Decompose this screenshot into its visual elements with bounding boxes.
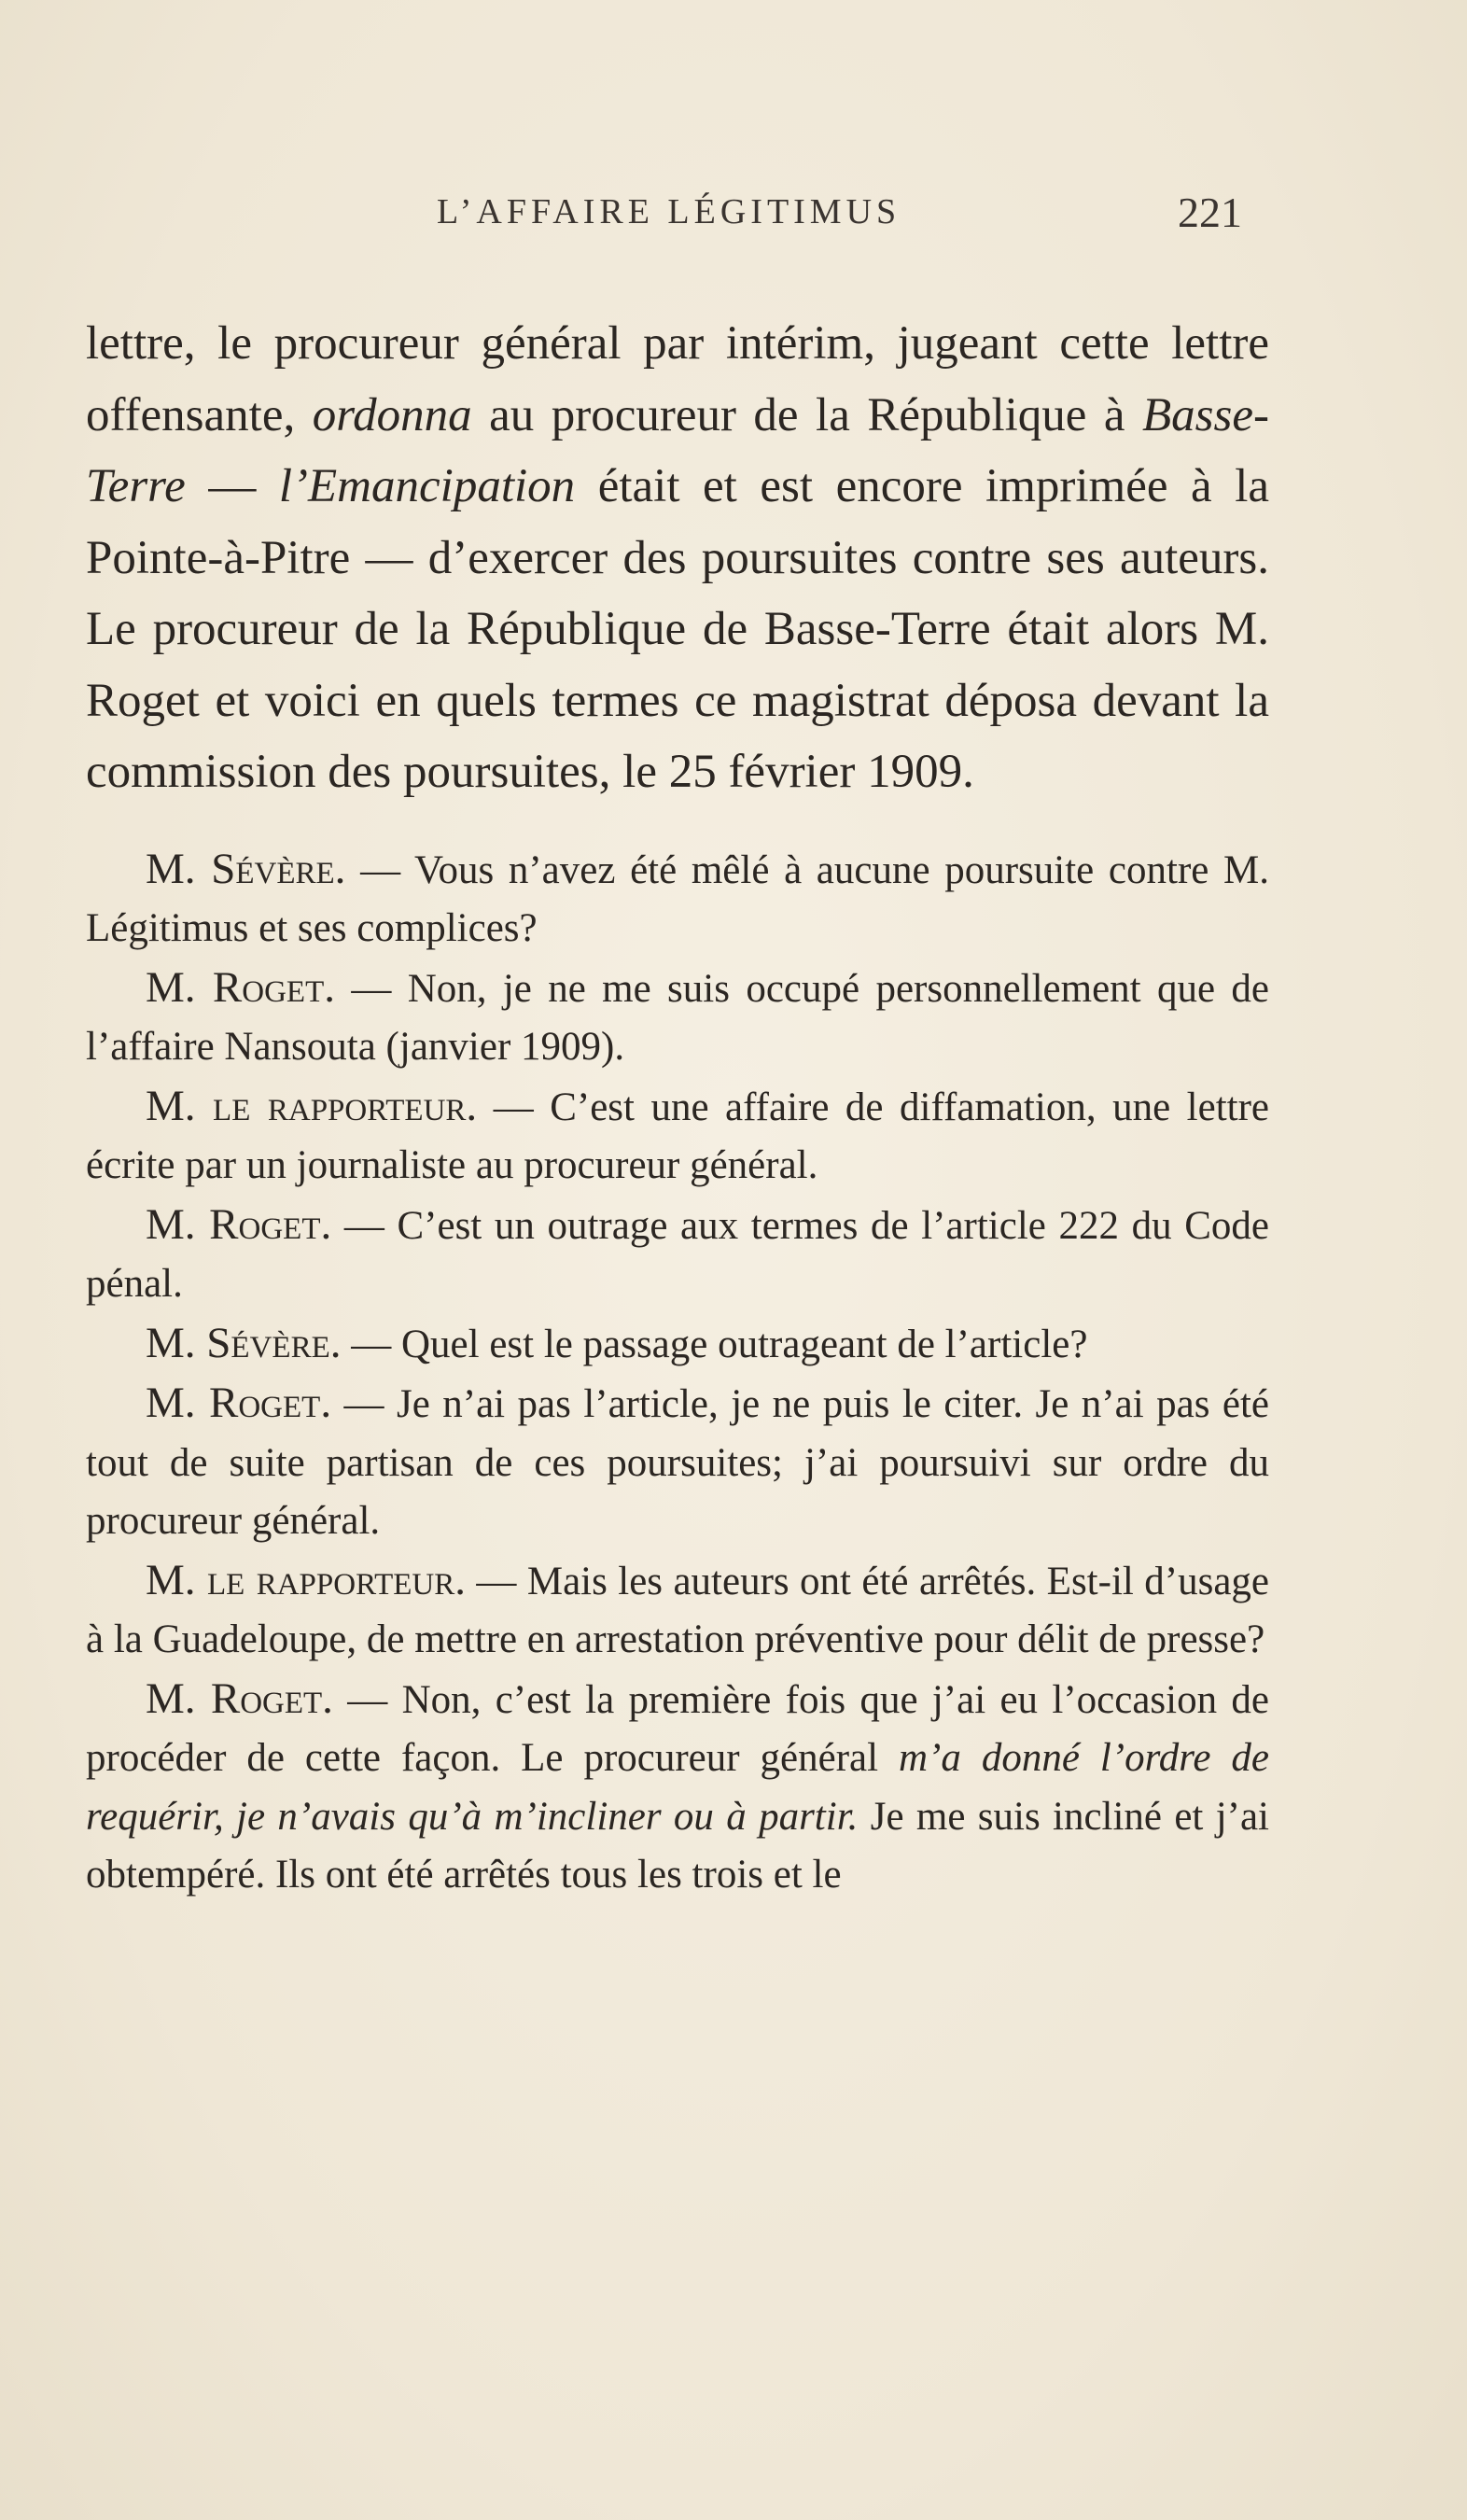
testimony-dialogue — [86, 840, 1269, 1905]
text-run: était et est encore imprimée à la Pointe-à-Pitre — d’exercer des poursuites contre ses auteurs. Le procureur de la République de Basse-Terre était alors M. Roget et voici en quels termes ce magistrat déposa devant la commission des poursuites, le 25 février 1909. — [86, 460, 1270, 798]
speaker-name: M. Sévère. — [146, 1318, 342, 1367]
exchange-text: — Vous n’avez été mêlé à aucune poursuite contre M. Légitimus et ses complices? — [86, 847, 1269, 950]
italic-run: Basse-Terre — [86, 388, 1269, 512]
running-head — [0, 191, 1467, 247]
speaker-name: M. Roget. — [146, 1199, 332, 1249]
italic-run: l’Emancipation — [278, 460, 576, 512]
text-run: au procureur de la République à — [471, 388, 1143, 441]
speaker-name: M. Roget. — [146, 1379, 332, 1427]
italic-run: m’a donné l’ordre de requérir, je n’avais qu’à m’incliner ou à partir. — [86, 1736, 1270, 1839]
exchange-text: — Mais les auteurs ont été arrêtés. Est-il d’usage à la Guadeloupe, de mettre en arrestation préventive pour délit de presse? — [86, 1559, 1269, 1661]
text-run: — — [185, 460, 279, 512]
exchange-text: — C’est une affaire de diffamation, une lettre écrite par un journaliste au procureur général. — [86, 1085, 1269, 1187]
speaker-name: M. Sévère. — [146, 844, 346, 893]
exchange-paragraph — [86, 840, 1269, 959]
exchange-text: — Je n’ai pas l’article, je ne puis le citer. Je n’ai pas été tout de suite partisan de ces poursuites; j’ai poursuivi sur ordre du procureur général. — [86, 1382, 1270, 1543]
exchange-text: — C’est un outrage aux termes de l’article 222 du Code pénal. — [86, 1203, 1269, 1306]
speaker-name: M. Roget. — [146, 962, 335, 1012]
exchange-paragraph — [86, 1670, 1269, 1905]
lead-paragraph — [86, 308, 1269, 808]
running-title: L’AFFAIRE LÉGITIMUS — [437, 192, 901, 231]
speaker-name: M. le rapporteur. — [146, 1555, 467, 1604]
paragraph — [86, 308, 1269, 808]
exchange-text: — Non, c’est la première fois que j’ai eu l’occasion de procéder de cette façon. Le procureur général — [86, 1677, 1269, 1780]
speaker-name: M. le rapporteur. — [146, 1081, 478, 1130]
exchange-paragraph — [86, 1314, 1269, 1375]
exchange-paragraph — [86, 1077, 1269, 1196]
exchange-paragraph — [86, 1551, 1269, 1670]
body-text — [86, 308, 1269, 1905]
text-run: lettre, le procureur général par intérim, jugeant cette lettre offensante, — [86, 317, 1269, 441]
speaker-name: M. Roget. — [146, 1673, 333, 1723]
exchange-text: — Non, je ne me suis occupé personnellement que de l’affaire Nansouta (janvier 1909). — [86, 966, 1269, 1069]
exchange-text: — Quel est le passage outrageant de l’article? — [341, 1322, 1088, 1366]
exchange-paragraph — [86, 1374, 1269, 1551]
italic-run: ordonna — [312, 388, 472, 441]
exchange-text: Je me suis incliné et j’ai obtempéré. Ils ont été arrêtés tous les trois et le — [86, 1794, 1270, 1897]
exchange-paragraph — [86, 959, 1269, 1077]
exchange-paragraph — [86, 1196, 1269, 1314]
page-number: 221 — [1178, 189, 1242, 236]
